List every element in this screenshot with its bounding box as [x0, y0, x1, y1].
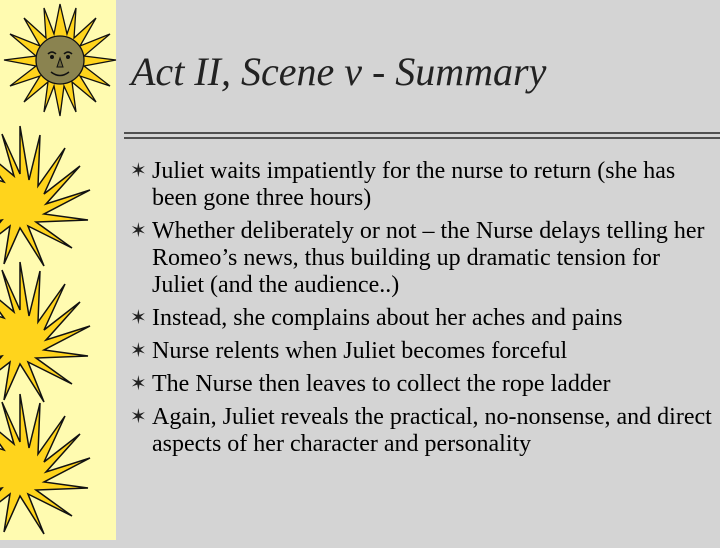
star-bullet-icon: ✶ [130, 160, 147, 182]
star-bullet-icon: ✶ [130, 373, 147, 395]
title-divider [124, 132, 720, 140]
star-bullet-icon: ✶ [130, 307, 147, 329]
bullet-item [130, 404, 716, 458]
bullet-text: Whether deliberately or not – the Nurse delays telling her Romeo’s news, thus building up dramatic tension for Juliet (and the audience..) [152, 218, 705, 298]
bullet-item [130, 338, 716, 365]
sun-icon [0, 388, 100, 548]
star-bullet-icon: ✶ [130, 406, 147, 428]
bullet-text: Nurse relents when Juliet becomes forceful [152, 338, 568, 364]
bullet-item [130, 158, 716, 212]
bullet-text: Instead, she complains about her aches and pains [152, 305, 623, 331]
star-bullet-icon: ✶ [130, 220, 147, 242]
star-bullet-icon: ✶ [130, 340, 147, 362]
bullet-text: Juliet waits impatiently for the nurse to return (she has been gone three hours) [152, 158, 676, 211]
bullet-item [130, 371, 716, 398]
bullet-text: The Nurse then leaves to collect the rope ladder [152, 371, 611, 397]
bullet-item [130, 305, 716, 332]
bullet-list [130, 158, 716, 464]
slide-title: Act II, Scene v - Summary [131, 49, 547, 94]
bullet-item [130, 218, 716, 299]
sun-face-icon [2, 2, 118, 118]
bullet-text: Again, Juliet reveals the practical, no-nonsense, and direct aspects of her character and personality [152, 404, 712, 457]
